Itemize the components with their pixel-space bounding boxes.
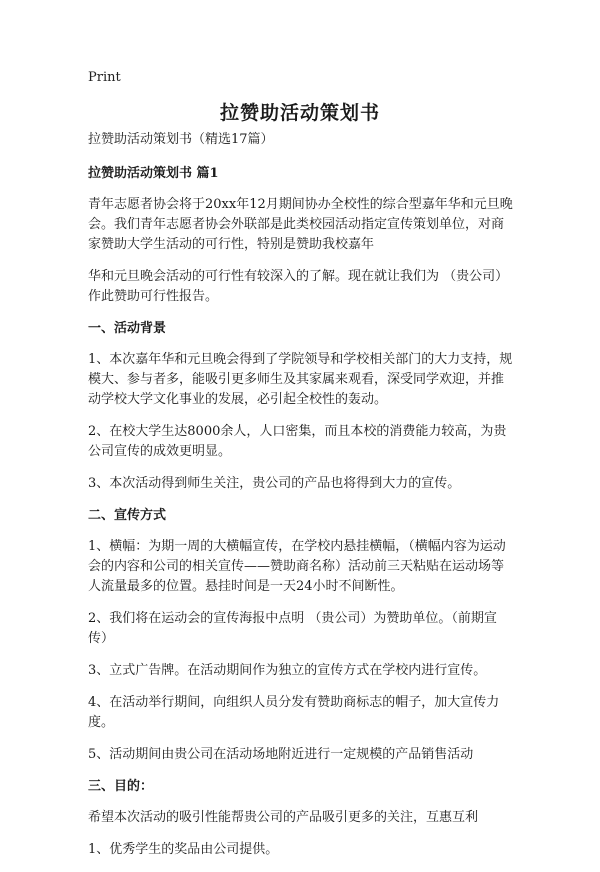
document-body: [88, 130, 516, 872]
paragraph: 2、我们将在运动会的宣传海报中点明 （贵公司）为赞助单位。（前期宣传）: [88, 611, 497, 646]
section-heading-promotion: 二、宣传方式: [88, 508, 167, 523]
article-heading: 拉赞助活动策划书 篇1: [88, 166, 219, 181]
intro-paragraph: 华和元旦晚会活动的可行性有较深入的了解。现在就让我们为 （贵公司）作此赞助可行性报告。: [88, 269, 509, 304]
document-title: 拉赞助活动策划书: [219, 102, 380, 124]
paragraph: 5、活动期间由贵公司在活动场地附近进行一定规模的产品销售活动: [88, 747, 474, 762]
paragraph: 1、优秀学生的奖品由公司提供。: [88, 842, 279, 857]
paragraph: 1、本次嘉年华和元旦晚会得到了学院领导和学校相关部门的大力支持，规模大、参与者多，能吸引更多师生及其家属来观看，深受同学欢迎，并推动学校大学文化事业的发展，必引起全校性的轰动。: [88, 352, 513, 407]
paragraph: 1、横幅：为期一周的大横幅宣传，在学校内悬挂横幅，（横幅内容为运动会的内容和公司的相关宣传——赞助商名称）活动前三天粘贴在运动场等人流量最多的位置。悬挂时间是一天24小时不间断性。: [88, 539, 506, 594]
paragraph: 4、在活动举行期间，向组织人员分发有赞助商标志的帽子，加大宣传力度。: [88, 695, 500, 730]
intro-paragraph: 青年志愿者协会将于20xx年12月期间协办全校性的综合型嘉年华和元旦晚会。我们青年志愿者协会外联部是此类校园活动指定宣传策划单位，对商家赞助大学生活动的可行性，特别是赞助我校嘉年: [88, 197, 513, 252]
section-heading-purpose: 三、目的：: [88, 779, 154, 794]
paragraph: 2、在校大学生达8000余人，人口密集，而且本校的消费能力较高，为贵公司宣传的成效更明显。: [88, 424, 507, 459]
paragraph: 希望本次活动的吸引性能帮贵公司的产品吸引更多的关注，互惠互利: [88, 810, 479, 825]
section-heading-background: 一、活动背景: [88, 321, 167, 336]
paragraph: 3、立式广告牌。在活动期间作为独立的宣传方式在学校内进行宣传。: [88, 663, 487, 678]
document-subtitle: 拉赞助活动策划书（精选17篇）: [88, 132, 274, 147]
print-link[interactable]: Print: [88, 70, 121, 85]
paragraph: 3、本次活动得到师生关注，贵公司的产品也将得到大力的宣传。: [88, 476, 461, 491]
